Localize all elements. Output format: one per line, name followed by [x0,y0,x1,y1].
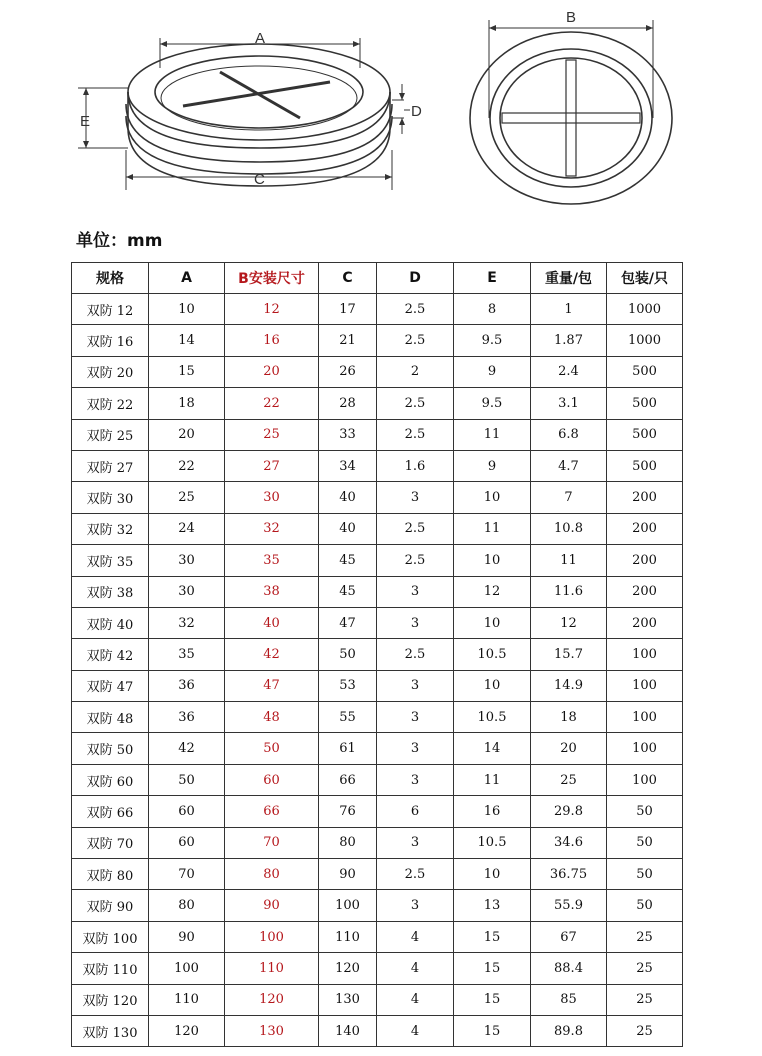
column-header: D [377,263,454,294]
table-cell: 双防 130 [72,1015,149,1046]
table-cell: 1.6 [377,450,454,481]
unit-label: 单位：mm [76,231,163,251]
column-header: C [319,263,377,294]
table-row [72,325,683,356]
table-cell: 45 [319,576,377,607]
table-cell: 17 [319,294,377,325]
column-header: E [454,263,531,294]
table-cell: 40 [225,607,319,638]
table-cell: 14.9 [531,670,607,701]
table-cell: 4 [377,984,454,1015]
table-cell: 36.75 [531,859,607,890]
table-cell: 10 [454,545,531,576]
table-cell: 200 [607,576,683,607]
table-row [72,890,683,921]
table-row [72,859,683,890]
table-cell: 22 [225,388,319,419]
table-cell: 90 [319,859,377,890]
table-row [72,388,683,419]
table-cell: 双防 120 [72,984,149,1015]
table-cell: 60 [225,764,319,795]
table-cell: 30 [149,576,225,607]
table-cell: 90 [225,890,319,921]
label-e: E [80,113,91,130]
table-cell: 3 [377,890,454,921]
table-cell: 88.4 [531,953,607,984]
table-cell: 25 [607,921,683,952]
table-cell: 100 [225,921,319,952]
table-row [72,607,683,638]
table-cell: 32 [149,607,225,638]
table-row [72,545,683,576]
table-cell: 2 [377,356,454,387]
table-cell: 24 [149,513,225,544]
table-cell: 3 [377,607,454,638]
table-cell: 120 [225,984,319,1015]
table-cell: 25 [607,1015,683,1046]
table-cell: 26 [319,356,377,387]
table-cell: 3.1 [531,388,607,419]
table-cell: 3 [377,764,454,795]
table-cell: 32 [225,513,319,544]
table-cell: 80 [319,827,377,858]
table-cell: 120 [319,953,377,984]
table-row [72,702,683,733]
table-cell: 双防 20 [72,356,149,387]
table-cell: 200 [607,482,683,513]
table-cell: 双防 90 [72,890,149,921]
table-cell: 15 [454,953,531,984]
table-cell: 47 [225,670,319,701]
table-cell: 110 [149,984,225,1015]
table-cell: 18 [531,702,607,733]
table-cell: 140 [319,1015,377,1046]
table-cell: 12 [531,607,607,638]
table-cell: 10.5 [454,702,531,733]
table-row [72,450,683,481]
table-cell: 3 [377,482,454,513]
table-cell: 80 [225,859,319,890]
table-cell: 100 [607,702,683,733]
table-cell: 双防 32 [72,513,149,544]
table-cell: 1.87 [531,325,607,356]
table-cell: 120 [149,1015,225,1046]
table-cell: 34.6 [531,827,607,858]
table-cell: 2.5 [377,419,454,450]
table-row [72,513,683,544]
table-cell: 55 [319,702,377,733]
table-cell: 12 [454,576,531,607]
table-cell: 10 [454,607,531,638]
table-cell: 11 [454,419,531,450]
table-cell: 20 [531,733,607,764]
table-cell: 双防 48 [72,702,149,733]
table-cell: 28 [319,388,377,419]
table-cell: 10.8 [531,513,607,544]
table-cell: 15 [454,1015,531,1046]
table-cell: 7 [531,482,607,513]
table-cell: 双防 40 [72,607,149,638]
label-b: B [566,9,577,26]
table-row [72,764,683,795]
table-cell: 53 [319,670,377,701]
table-cell: 15.7 [531,639,607,670]
table-cell: 10 [149,294,225,325]
table-cell: 25 [225,419,319,450]
table-cell: 22 [149,450,225,481]
table-cell: 60 [149,796,225,827]
table-cell: 500 [607,356,683,387]
table-cell: 27 [225,450,319,481]
table-cell: 11.6 [531,576,607,607]
table-cell: 20 [225,356,319,387]
table-cell: 4 [377,1015,454,1046]
table-cell: 50 [225,733,319,764]
table-cell: 36 [149,670,225,701]
table-cell: 1000 [607,325,683,356]
table-cell: 双防 16 [72,325,149,356]
table-cell: 25 [607,984,683,1015]
table-cell: 50 [607,827,683,858]
column-header: B安装尺寸 [225,263,319,294]
table-cell: 12 [225,294,319,325]
table-cell: 11 [454,764,531,795]
table-cell: 双防 66 [72,796,149,827]
table-cell: 50 [149,764,225,795]
table-cell: 双防 47 [72,670,149,701]
table-row [72,796,683,827]
table-row [72,294,683,325]
table-cell: 双防 100 [72,921,149,952]
table-cell: 100 [607,733,683,764]
column-header: A [149,263,225,294]
table-cell: 47 [319,607,377,638]
table-cell: 50 [607,890,683,921]
table-cell: 100 [607,764,683,795]
table-cell: 双防 70 [72,827,149,858]
table-cell: 双防 22 [72,388,149,419]
table-cell: 双防 38 [72,576,149,607]
table-cell: 10 [454,859,531,890]
table-cell: 200 [607,607,683,638]
table-cell: 60 [149,827,225,858]
table-cell: 130 [225,1015,319,1046]
table-cell: 100 [607,639,683,670]
table-cell: 4.7 [531,450,607,481]
table-cell: 2.5 [377,545,454,576]
table-cell: 10.5 [454,827,531,858]
table-row [72,639,683,670]
table-cell: 76 [319,796,377,827]
table-cell: 双防 27 [72,450,149,481]
table-cell: 15 [454,984,531,1015]
table-cell: 2.4 [531,356,607,387]
table-cell: 100 [149,953,225,984]
table-cell: 110 [319,921,377,952]
table-cell: 15 [454,921,531,952]
table-cell: 2.5 [377,388,454,419]
table-cell: 100 [319,890,377,921]
table-cell: 61 [319,733,377,764]
table-cell: 42 [225,639,319,670]
table-cell: 66 [225,796,319,827]
table-row [72,356,683,387]
table-cell: 55.9 [531,890,607,921]
table-cell: 70 [149,859,225,890]
table-cell: 45 [319,545,377,576]
label-c: C [254,171,265,188]
table-cell: 100 [607,670,683,701]
table-cell: 38 [225,576,319,607]
label-a: A [255,30,266,47]
table-header-row [72,263,683,294]
table-cell: 200 [607,513,683,544]
table-cell: 4 [377,921,454,952]
table-cell: 29.8 [531,796,607,827]
table-row [72,953,683,984]
table-cell: 3 [377,733,454,764]
table-cell: 1000 [607,294,683,325]
table-cell: 13 [454,890,531,921]
table-cell: 33 [319,419,377,450]
table-row [72,921,683,952]
table-row [72,733,683,764]
table-cell: 30 [225,482,319,513]
table-cell: 双防 25 [72,419,149,450]
table-cell: 35 [149,639,225,670]
table-cell: 11 [531,545,607,576]
table-cell: 9 [454,356,531,387]
table-cell: 双防 42 [72,639,149,670]
table-cell: 25 [607,953,683,984]
side-view-grommet [126,44,392,186]
table-cell: 110 [225,953,319,984]
table-cell: 2.5 [377,294,454,325]
table-cell: 50 [319,639,377,670]
table-cell: 20 [149,419,225,450]
table-cell: 双防 30 [72,482,149,513]
table-cell: 双防 110 [72,953,149,984]
table-cell: 130 [319,984,377,1015]
table-cell: 3 [377,576,454,607]
table-cell: 89.8 [531,1015,607,1046]
table-cell: 500 [607,419,683,450]
column-header: 重量/包 [531,263,607,294]
table-cell: 3 [377,827,454,858]
table-row [72,482,683,513]
table-cell: 2.5 [377,325,454,356]
table-cell: 70 [225,827,319,858]
table-cell: 25 [149,482,225,513]
table-cell: 双防 60 [72,764,149,795]
table-cell: 2.5 [377,859,454,890]
table-row [72,419,683,450]
table-cell: 14 [149,325,225,356]
table-cell: 14 [454,733,531,764]
table-cell: 6.8 [531,419,607,450]
table-cell: 500 [607,450,683,481]
table-cell: 1 [531,294,607,325]
table-cell: 18 [149,388,225,419]
table-cell: 8 [454,294,531,325]
table-cell: 50 [607,796,683,827]
grommet-dimension-diagram [0,0,762,222]
table-cell: 34 [319,450,377,481]
table-row [72,670,683,701]
table-cell: 双防 80 [72,859,149,890]
table-row [72,576,683,607]
table-cell: 15 [149,356,225,387]
table-cell: 9.5 [454,388,531,419]
table-cell: 66 [319,764,377,795]
table-cell: 25 [531,764,607,795]
table-cell: 2.5 [377,639,454,670]
table-cell: 9 [454,450,531,481]
table-cell: 30 [149,545,225,576]
column-header: 规格 [72,263,149,294]
table-row [72,827,683,858]
table-cell: 11 [454,513,531,544]
table-row [72,1015,683,1046]
top-view-grommet [470,32,672,204]
table-cell: 双防 35 [72,545,149,576]
table-cell: 200 [607,545,683,576]
table-cell: 16 [454,796,531,827]
table-cell: 9.5 [454,325,531,356]
column-header: 包装/只 [607,263,683,294]
table-cell: 80 [149,890,225,921]
table-cell: 10.5 [454,639,531,670]
spec-table [71,262,683,1047]
table-cell: 3 [377,670,454,701]
table-cell: 16 [225,325,319,356]
table-cell: 3 [377,702,454,733]
table-cell: 4 [377,953,454,984]
table-cell: 36 [149,702,225,733]
table-cell: 10 [454,670,531,701]
table-cell: 67 [531,921,607,952]
label-d: D [411,103,422,120]
table-cell: 48 [225,702,319,733]
table-cell: 2.5 [377,513,454,544]
table-cell: 35 [225,545,319,576]
table-cell: 双防 12 [72,294,149,325]
table-cell: 90 [149,921,225,952]
table-cell: 40 [319,513,377,544]
table-cell: 6 [377,796,454,827]
table-cell: 42 [149,733,225,764]
table-cell: 10 [454,482,531,513]
table-cell: 500 [607,388,683,419]
table-cell: 21 [319,325,377,356]
table-row [72,984,683,1015]
table-cell: 双防 50 [72,733,149,764]
table-cell: 40 [319,482,377,513]
table-body [72,294,683,1047]
table-cell: 50 [607,859,683,890]
table-cell: 85 [531,984,607,1015]
